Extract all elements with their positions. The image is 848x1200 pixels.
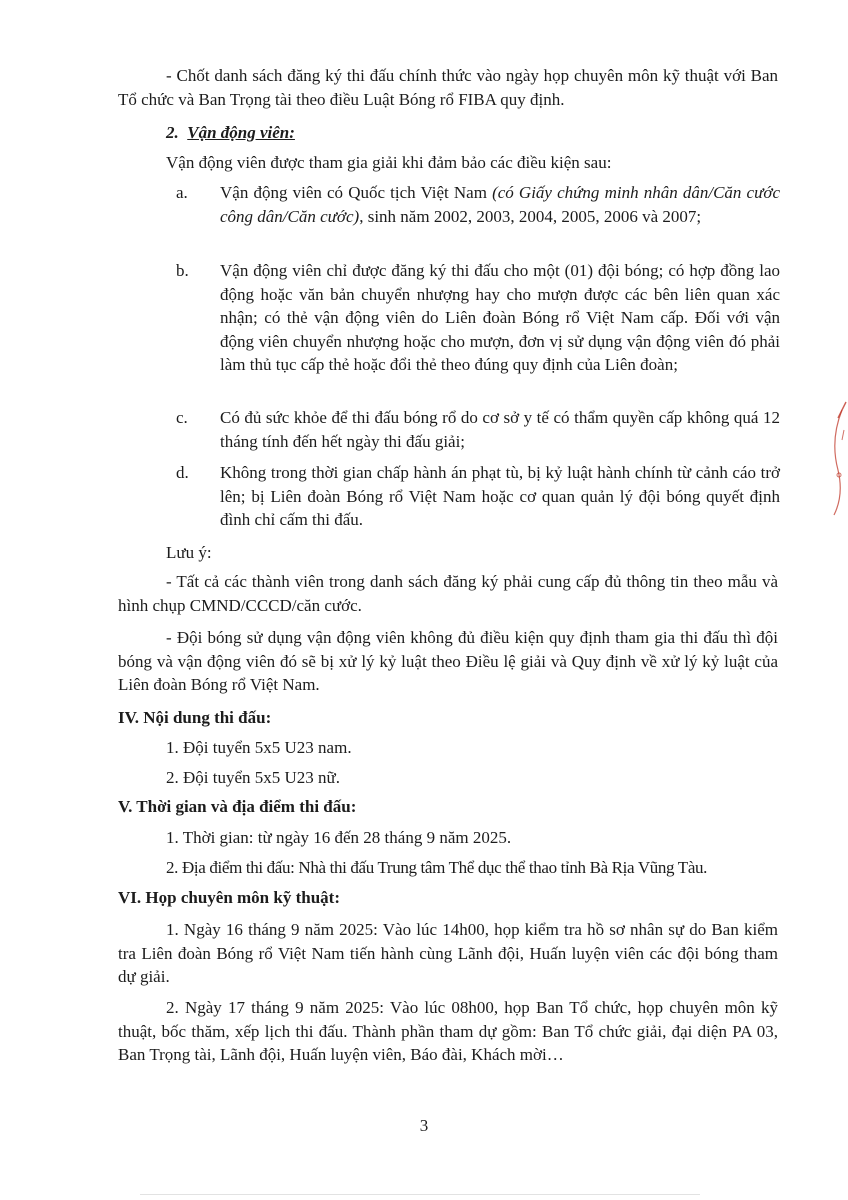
paragraph-finalize-registration: - Chốt danh sách đăng ký thi đấu chính thức vào ngày họp chuyên môn kỹ thuật với Ban Tổ chức và Ban Trọng tài theo điều Luật Bóng rổ FIBA quy định. — [118, 66, 778, 109]
athletes-intro: Vận động viên được tham gia giải khi đảm bảo các điều kiện sau: — [166, 153, 612, 172]
section-vi-item-1: 1. Ngày 16 tháng 9 năm 2025: Vào lúc 14h00, họp kiểm tra hồ sơ nhân sự do Ban kiểm tra Liên đoàn Bóng rổ Việt Nam tiến hành cùng Lãnh đội, Huấn luyện viên các đội bóng tham dự giải. — [118, 920, 778, 986]
condition-a-label: a. — [176, 183, 188, 202]
heading-athletes-text: Vận động viên: — [187, 123, 295, 142]
section-v-item-1: 1. Thời gian: từ ngày 16 đến 28 tháng 9 năm 2025. — [166, 828, 512, 847]
condition-a-text-part1: Vận động viên có Quốc tịch Việt Nam — [220, 183, 493, 202]
section-iv-item-1: 1. Đội tuyển 5x5 U23 nam. — [166, 738, 352, 757]
red-stamp-edge — [808, 400, 848, 520]
note-item-2: - Đội bóng sử dụng vận động viên không đủ điều kiện quy định tham gia thi đấu thì đội bóng và vận động viên đó sẽ bị xử lý kỷ luật theo Điều lệ giải và Quy định về xử lý kỷ luật của Liên đoàn Bóng rổ Việt Nam. — [118, 628, 778, 694]
condition-d-label: d. — [176, 463, 189, 482]
condition-a-text — [220, 181, 780, 228]
condition-a-text-italic: (có Giấy chứng minh nhân dân/Căn cước công dân/Căn cước) — [220, 183, 780, 226]
condition-c-text: Có đủ sức khỏe để thi đấu bóng rổ do cơ sở y tế có thẩm quyền cấp không quá 12 tháng tính đến hết ngày thi đấu giải; — [220, 408, 780, 451]
bottom-scan-edge — [140, 1194, 700, 1195]
heading-athletes — [166, 121, 766, 145]
condition-b-text: Vận động viên chỉ được đăng ký thi đấu cho một (01) đội bóng; có hợp đồng lao động hoặc văn bản chuyển nhượng hay cho mượn được các bên liên quan xác nhận; có thẻ vận động viên do Liên đoàn Bóng rổ Việt Nam cấp. Đối với vận động viên chuyển nhượng hoặc cho mượn, đơn vị sử dụng vận động viên đó phải làm thủ tục cấp thẻ hoặc đổi thẻ theo đúng quy định của Liên đoàn; — [220, 261, 780, 374]
note-label: Lưu ý: — [166, 543, 212, 562]
heading-athletes-number: 2. — [166, 123, 179, 142]
condition-a-text-part2: , sinh năm 2002, 2003, 2004, 2005, 2006 và 2007; — [359, 206, 702, 226]
section-v-item-2: 2. Địa điểm thi đấu: Nhà thi đấu Trung tâm Thể dục thể thao tỉnh Bà Rịa Vũng Tàu. — [166, 858, 708, 877]
section-v-heading: V. Thời gian và địa điểm thi đấu: — [118, 797, 357, 816]
condition-c-label: c. — [176, 408, 188, 427]
page-number: 3 — [419, 1116, 429, 1135]
condition-d-text: Không trong thời gian chấp hành án phạt tù, bị kỷ luật hành chính từ cảnh cáo trở lên; bị Liên đoàn Bóng rổ Việt Nam hoặc cơ quan quản lý đội bóng quyết định đình chỉ cấm thi đấu. — [220, 463, 780, 529]
section-iv-heading: IV. Nội dung thi đấu: — [118, 708, 272, 727]
section-vi-item-2: 2. Ngày 17 tháng 9 năm 2025: Vào lúc 08h00, họp Ban Tổ chức, họp chuyên môn kỹ thuật, bốc thăm, xếp lịch thi đấu. Thành phần tham dự gồm: Ban Tổ chức giải, đại diện PA 03, Ban Trọng tài, Lãnh đội, Huấn luyện viên, Báo đài, Khách mời… — [118, 998, 778, 1064]
note-item-1: - Tất cả các thành viên trong danh sách đăng ký phải cung cấp đủ thông tin theo mẫu và hình chụp CMND/CCCD/căn cước. — [118, 572, 778, 615]
section-iv-item-2: 2. Đội tuyển 5x5 U23 nữ. — [166, 768, 341, 787]
condition-b-label: b. — [176, 261, 189, 280]
section-vi-heading: VI. Họp chuyên môn kỹ thuật: — [118, 888, 340, 907]
